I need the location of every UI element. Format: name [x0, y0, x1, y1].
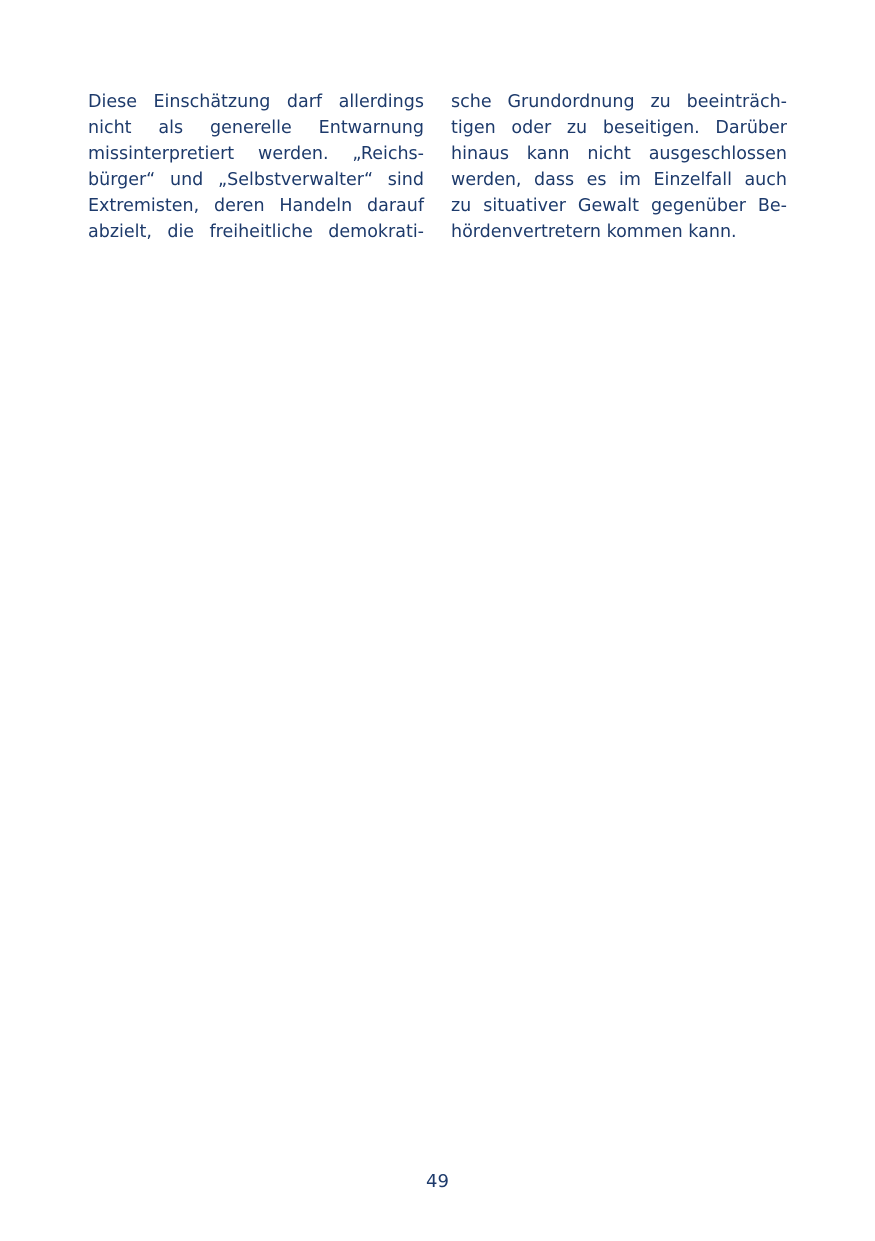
text-column-left — [88, 89, 424, 245]
paragraph-line: hördenvertretern kommen kann. — [451, 222, 737, 242]
paragraph-line: missinterpretiert werden. „Reichs- — [88, 144, 424, 164]
paragraph-line: Extremisten, deren Handeln darauf — [88, 196, 424, 216]
text-column-right — [451, 89, 787, 245]
page-number: 49 — [426, 1171, 449, 1192]
paragraph-line: werden, dass es im Einzelfall auch — [451, 170, 787, 190]
paragraph-line: tigen oder zu beseitigen. Darüber — [451, 118, 787, 138]
paragraph-line: sche Grundordnung zu beeinträch- — [451, 92, 787, 112]
paragraph-line: abzielt, die freiheitliche demokrati- — [88, 222, 424, 242]
paragraph-line: zu situativer Gewalt gegenüber Be- — [451, 196, 787, 216]
paragraph-line: hinaus kann nicht ausgeschlossen — [451, 144, 787, 164]
paragraph-line: nicht als generelle Entwarnung — [88, 118, 424, 138]
paragraph-line: Diese Einschätzung darf allerdings — [88, 92, 424, 112]
paragraph-line: bürger“ und „Selbstverwalter“ sind — [88, 170, 424, 190]
